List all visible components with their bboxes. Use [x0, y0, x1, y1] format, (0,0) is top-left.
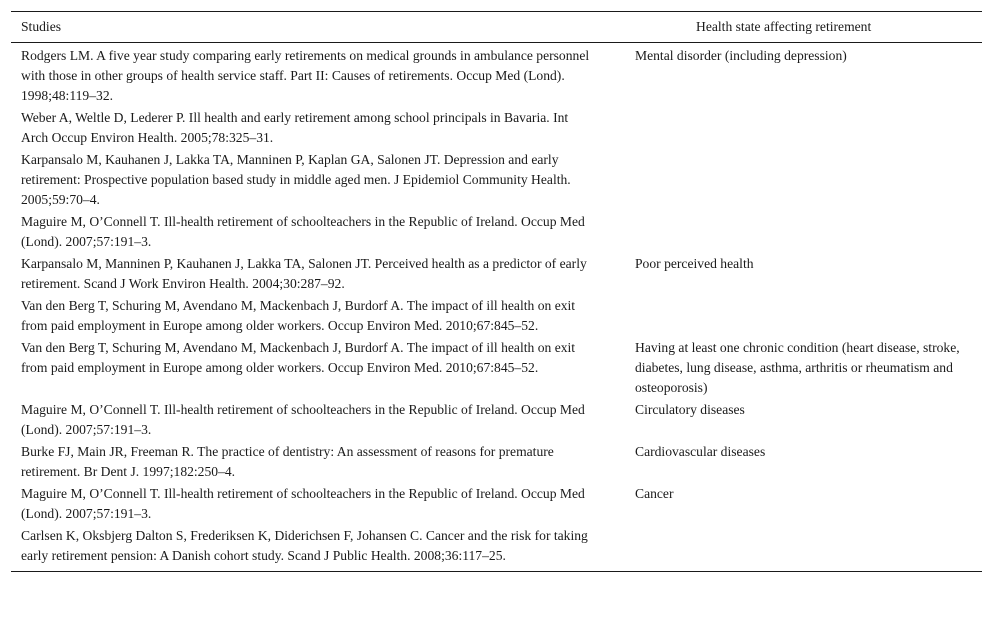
health-state: Circulatory diseases [635, 402, 745, 417]
study-citation: Karpansalo M, Kauhanen J, Lakka TA, Manninen P, Kaplan GA, Salonen JT. Depression and early retirement: Prospective population based study in middle aged men. J Epidemiol Community Health. 2005;59:70–4. [21, 152, 571, 207]
health-state: Cardiovascular diseases [635, 444, 766, 459]
study-citation: Van den Berg T, Schuring M, Avendano M, Mackenbach J, Burdorf A. The impact of ill health on exit from paid employment in Europe among older workers. Occup Environ Med. 2010;67:845–52. [21, 340, 576, 375]
table-row [11, 296, 982, 336]
table-row [11, 46, 982, 106]
table-header [11, 12, 982, 43]
table-body [11, 43, 982, 572]
table-row [11, 526, 982, 566]
health-state: Poor perceived health [635, 256, 754, 271]
retirement-studies-table [11, 11, 982, 572]
study-citation: Maguire M, O’Connell T. Ill-health retirement of schoolteachers in the Republic of Ireland. Occup Med (Lond). 2007;57:191–3. [21, 486, 585, 521]
study-citation: Weber A, Weltle D, Lederer P. Ill health and early retirement among school principals in Bavaria. Int Arch Occup Environ Health. 2005;78:325–31. [21, 110, 569, 145]
study-citation: Rodgers LM. A five year study comparing early retirements on medical grounds in ambulance personnel with those in other groups of health service staff. Part II: Causes of retirements. Occup Med (Lond). 1998;48:119–32. [21, 48, 590, 103]
study-citation: Maguire M, O’Connell T. Ill-health retirement of schoolteachers in the Republic of Ireland. Occup Med (Lond). 2007;57:191–3. [21, 214, 585, 249]
table-row [11, 108, 982, 148]
header-health-state: Health state affecting retirement [696, 19, 872, 34]
table-row [11, 400, 982, 440]
table-row [11, 442, 982, 482]
header-studies: Studies [21, 19, 62, 34]
study-citation: Maguire M, O’Connell T. Ill-health retirement of schoolteachers in the Republic of Ireland. Occup Med (Lond). 2007;57:191–3. [21, 402, 585, 437]
table-row [11, 254, 982, 294]
health-state: Having at least one chronic condition (heart disease, stroke, diabetes, lung disease, asthma, arthritis or rheumatism and osteoporosis) [635, 340, 960, 395]
table-row [11, 212, 982, 252]
health-state: Mental disorder (including depression) [635, 48, 847, 63]
study-citation: Van den Berg T, Schuring M, Avendano M, Mackenbach J, Burdorf A. The impact of ill health on exit from paid employment in Europe among older workers. Occup Environ Med. 2010;67:845–52. [21, 298, 576, 333]
health-state: Cancer [635, 486, 674, 501]
table-row [11, 338, 982, 398]
table-row [11, 484, 982, 524]
study-citation: Karpansalo M, Manninen P, Kauhanen J, Lakka TA, Salonen JT. Perceived health as a predictor of early retirement. Scand J Work Environ Health. 2004;30:287–92. [21, 256, 587, 291]
study-citation: Burke FJ, Main JR, Freeman R. The practice of dentistry: An assessment of reasons for premature retirement. Br Dent J. 1997;182:250–4. [21, 444, 554, 479]
table-row [11, 150, 982, 210]
study-citation: Carlsen K, Oksbjerg Dalton S, Frederiksen K, Diderichsen F, Johansen C. Cancer and the risk for taking early retirement pension: A Danish cohort study. Scand J Public Health. 2008;36:117–25. [21, 528, 588, 563]
